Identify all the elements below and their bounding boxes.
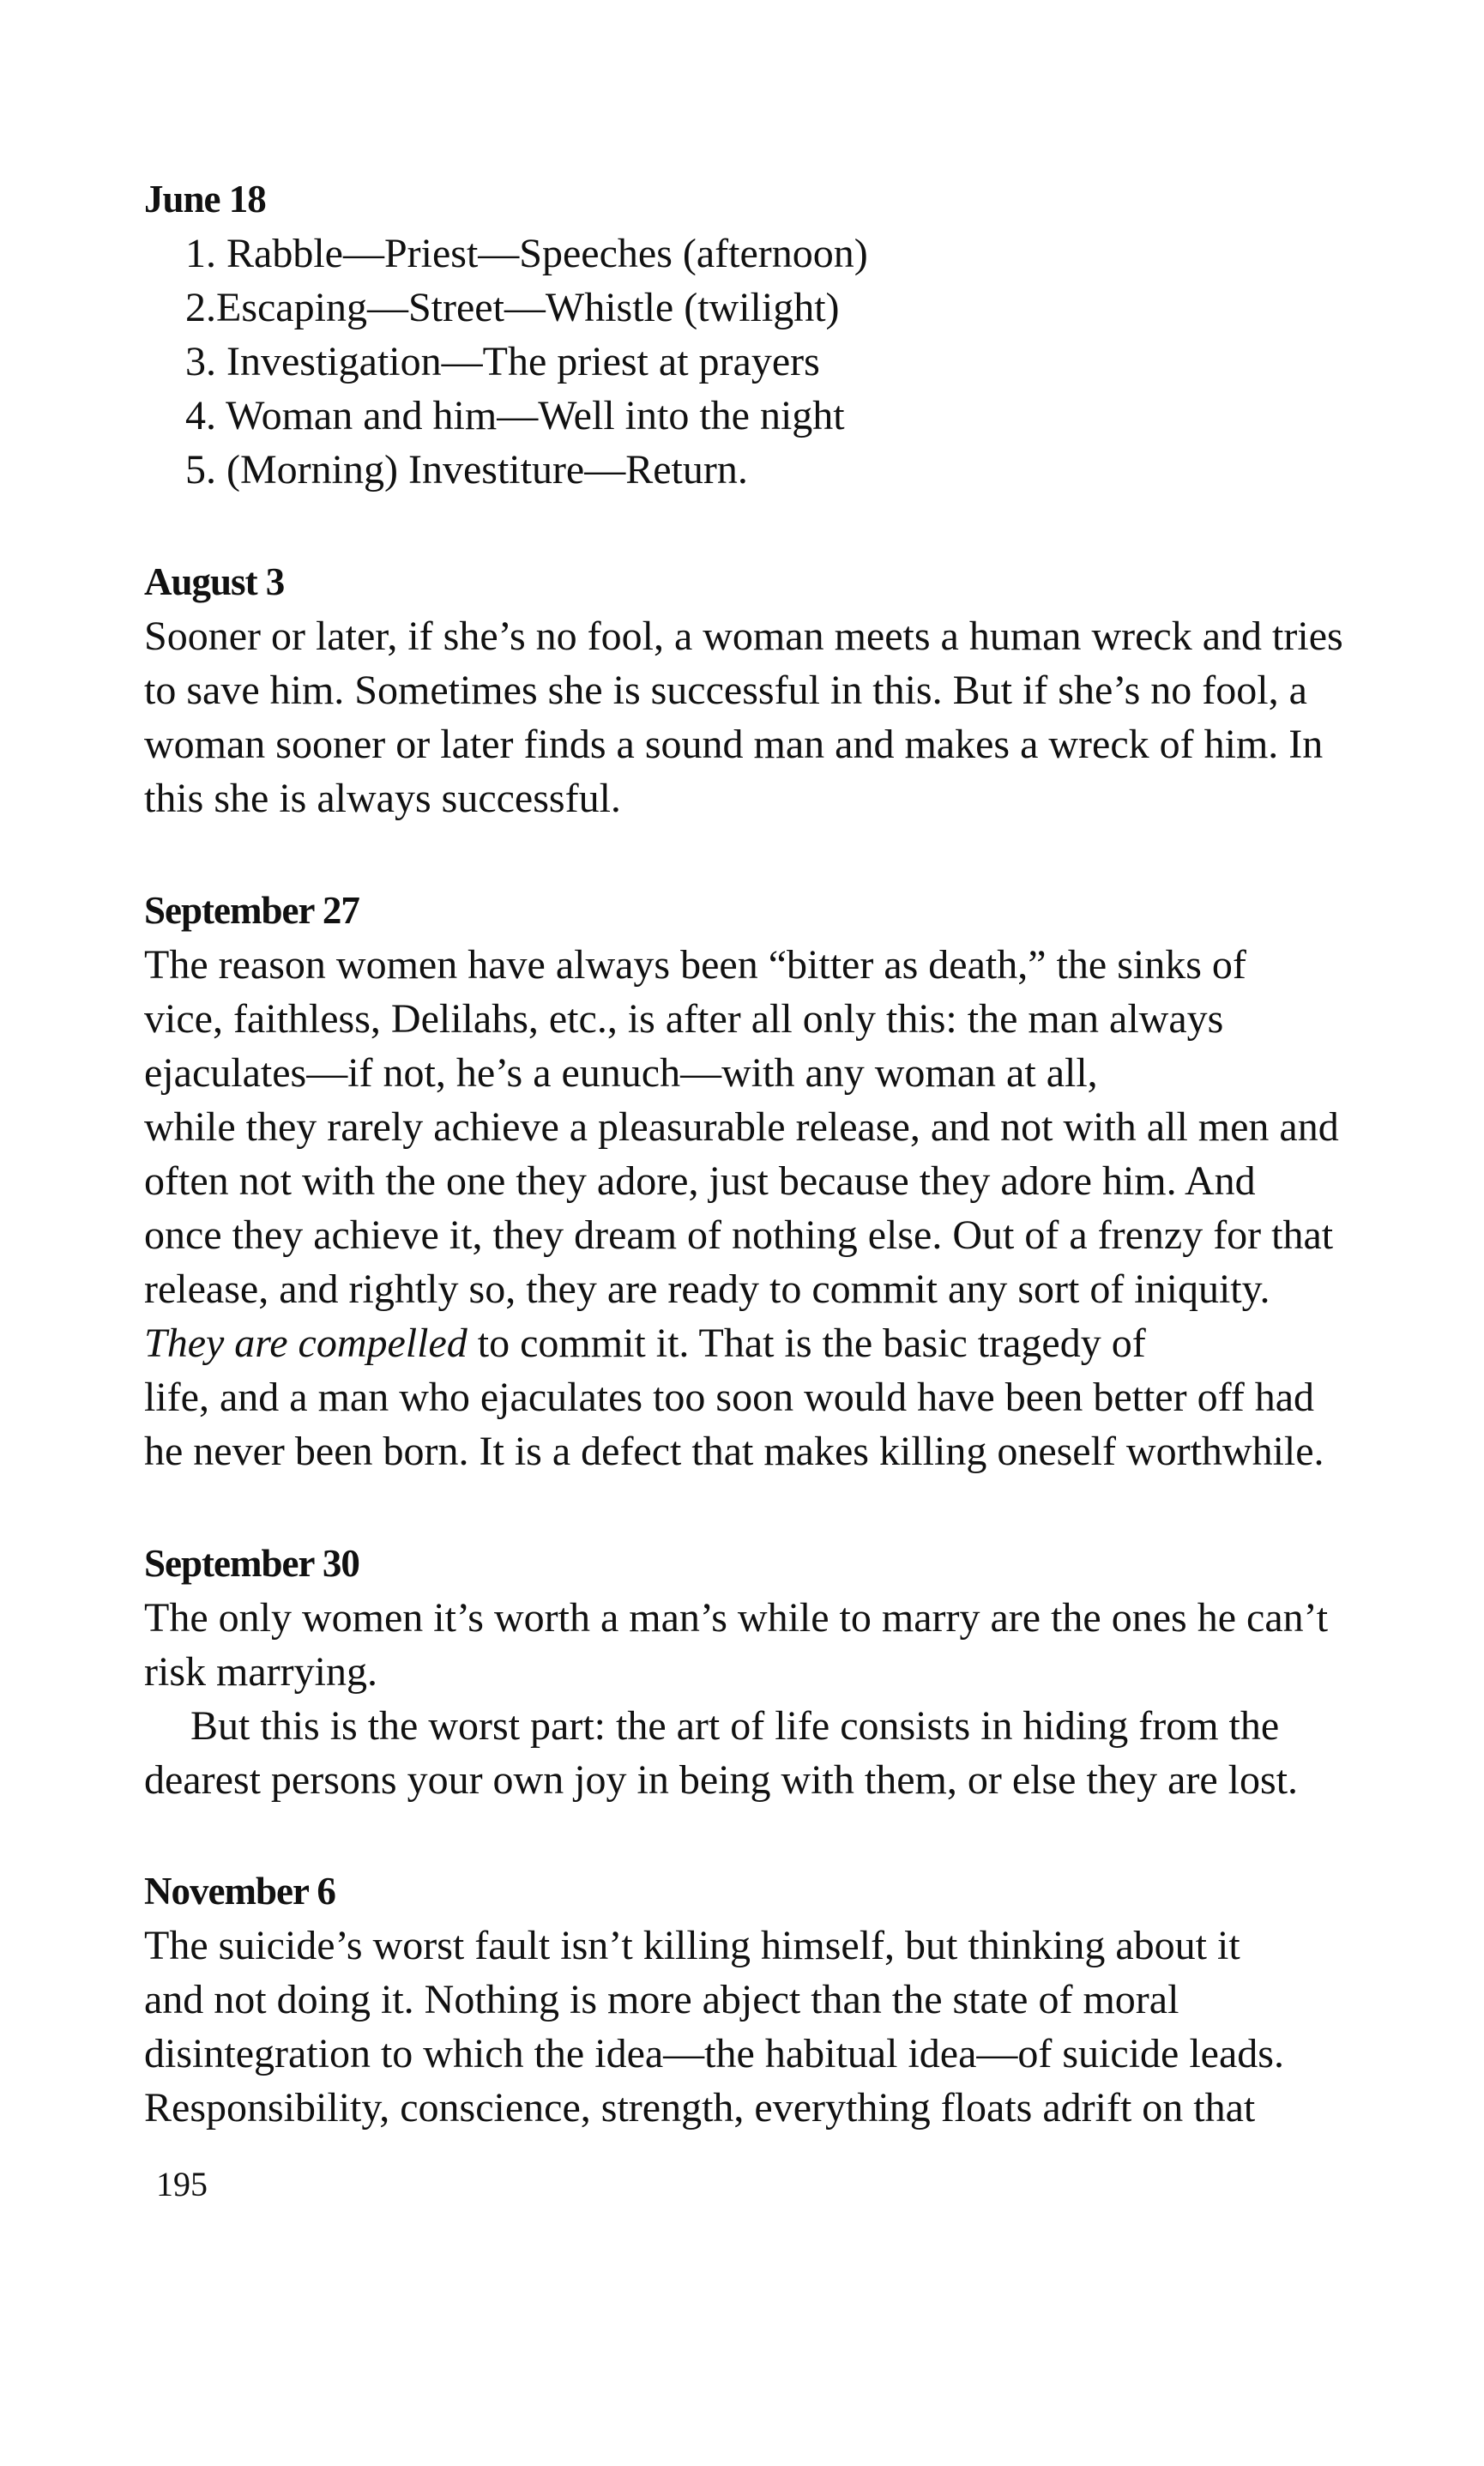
text-line: [144, 1316, 1362, 1370]
diary-entry-august-3: [144, 554, 1362, 825]
entry-spacer: [144, 1807, 1362, 1864]
text-line: risk marrying.: [144, 1649, 377, 1695]
entry-date: November 6: [144, 1870, 335, 1913]
list-item: 4. Woman and him—Well into the night: [185, 393, 845, 438]
text-line: life, and a man who ejaculates too soon would have been better off had: [144, 1375, 1314, 1420]
text-line: dearest persons your own joy in being with them, or else they are lost.: [144, 1757, 1299, 1803]
text-line: The only women it’s worth a man’s while to marry are the ones he can’t: [144, 1595, 1329, 1641]
page-body: [144, 172, 1362, 2135]
text-line: vice, faithless, Delilahs, etc., is after all only this: the man always: [144, 996, 1224, 1042]
text-line: The suicide’s worst fault isn’t killing himself, but thinking about it: [144, 1923, 1240, 1968]
text-line: and not doing it. Nothing is more abject than the state of moral: [144, 1977, 1179, 2022]
entry-date: June 18: [144, 178, 266, 221]
entry-spacer: [144, 1478, 1362, 1536]
text-line: to save him. Sometimes she is successful in this. But if she’s no fool, a: [144, 668, 1307, 713]
diary-entry-november-6: [144, 1864, 1362, 2135]
list-item: 3. Investigation—The priest at prayers: [185, 339, 820, 384]
text-line-rest: to commit it. That is the basic tragedy of: [467, 1321, 1146, 1366]
entry-date: August 3: [144, 560, 285, 603]
diary-entry-september-27: [144, 883, 1362, 1478]
text-line: often not with the one they adore, just because they adore him. And: [144, 1158, 1256, 1204]
list-item: 1. Rabble—Priest—Speeches (afternoon): [185, 231, 868, 276]
text-line: Responsibility, conscience, strength, everything floats adrift on that: [144, 2085, 1256, 2131]
list-item: 2.Escaping—Street—Whistle (twilight): [185, 285, 840, 330]
text-line: The reason women have always been “bitter as death,” the sinks of: [144, 942, 1246, 988]
text-line: Sooner or later, if she’s no fool, a woman meets a human wreck and tries: [144, 613, 1343, 659]
text-line: he never been born. It is a defect that makes killing oneself worthwhile.: [144, 1429, 1324, 1474]
page-number: 195: [156, 2165, 208, 2203]
entry-date: September 30: [144, 1542, 359, 1585]
list-item: 5. (Morning) Investiture—Return.: [185, 447, 748, 493]
entry-spacer: [144, 497, 1362, 554]
diary-entry-june-18: [144, 172, 1362, 497]
text-line: this she is always successful.: [144, 776, 621, 821]
text-line: release, and rightly so, they are ready to commit any sort of iniquity.: [144, 1266, 1270, 1312]
text-line: while they rarely achieve a pleasurable release, and not with all men and: [144, 1104, 1339, 1150]
text-line: ejaculates—if not, he’s a eunuch—with any woman at all,: [144, 1050, 1098, 1096]
italic-phrase: They are compelled: [144, 1321, 468, 1366]
entry-spacer: [144, 825, 1362, 883]
text-line: disintegration to which the idea—the habitual idea—of suicide leads.: [144, 2031, 1284, 2076]
text-line: But this is the worst part: the art of life consists in hiding from the: [190, 1703, 1280, 1749]
diary-entry-september-30: [144, 1536, 1362, 1807]
text-line: woman sooner or later finds a sound man and makes a wreck of him. In: [144, 722, 1324, 767]
entry-date: September 27: [144, 889, 359, 932]
text-line: once they achieve it, they dream of nothing else. Out of a frenzy for that: [144, 1212, 1334, 1258]
